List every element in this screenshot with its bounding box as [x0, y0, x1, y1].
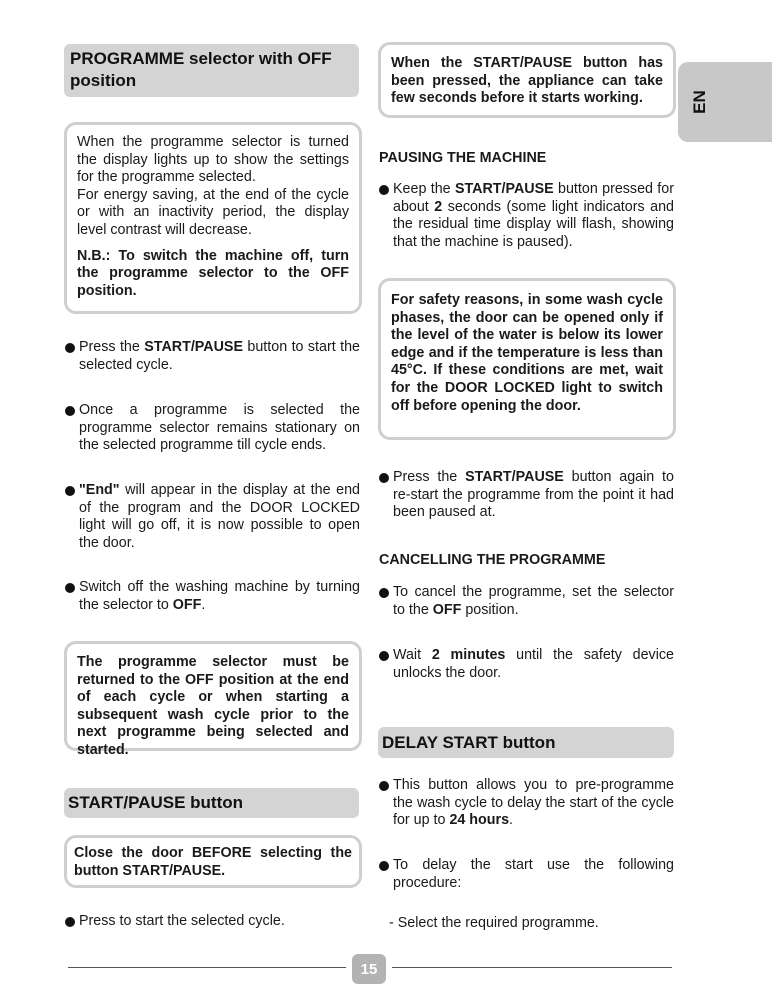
cancelling-title: CANCELLING THE PROGRAMME	[379, 552, 606, 568]
bullet-dot	[379, 651, 389, 661]
bullet-dot	[379, 861, 389, 871]
close-door-box	[64, 835, 362, 888]
bullet-text: Wait	[393, 647, 432, 663]
bullet-text: Press the	[79, 339, 145, 355]
bullet-text: button pressed for about	[393, 181, 674, 215]
bullet-text: position.	[461, 601, 519, 618]
bullet-end-display	[65, 482, 360, 552]
bullet-bold: OFF	[172, 596, 202, 613]
bullet-text: until the safety device unlocks the door.	[393, 647, 674, 681]
page-number: 15	[352, 954, 386, 984]
bullet-press-start	[65, 339, 360, 374]
bullet-dot	[65, 343, 75, 353]
bullet-text: .	[509, 812, 514, 829]
programme-selector-nb: N.B.: To switch the machine off, turn the programme selector to the OFF position.	[77, 247, 349, 299]
bullet-dot	[65, 917, 75, 927]
off-position-warning-text: The programme selector must be returned to the OFF position at the end of each cycle or when starting a subsequent wash cycle prior to the next programme being selected and started.	[77, 654, 349, 758]
bullet-text: Press to start the selected cycle.	[79, 913, 285, 929]
bullet-text: button to start the selected cycle.	[79, 339, 360, 373]
bullet-text: .	[201, 596, 206, 613]
delay-start-header	[378, 727, 674, 758]
bullet-delay-procedure	[379, 857, 674, 892]
pausing-title: PAUSING THE MACHINE	[379, 150, 547, 166]
bullet-text: Keep the	[393, 181, 455, 197]
bullet-bold: 2 minutes	[431, 647, 506, 663]
footer-rule-right	[392, 967, 672, 968]
bullet-dot	[65, 406, 75, 416]
bullet-text: will appear in the display at the end of the program and the DOOR LOCKED light will go off, it is now possible to open the door.	[79, 482, 360, 551]
bullet-bold: 2	[434, 198, 443, 215]
bullet-press-to-start	[65, 913, 360, 931]
delay-start-header-text: DELAY START button	[382, 733, 556, 752]
start-delay-note-box	[378, 42, 676, 118]
bullet-text: To cancel the programme, set the selector to the	[393, 584, 674, 618]
bullet-switch-off	[65, 579, 360, 614]
bullet-dot	[379, 781, 389, 791]
start-pause-header-text: START/PAUSE button	[68, 793, 244, 812]
bullet-dot	[65, 486, 75, 496]
bullet-dot	[379, 588, 389, 598]
bullet-delay-info	[379, 777, 674, 830]
bullet-wait	[379, 647, 674, 682]
bullet-bold: START/PAUSE	[465, 469, 564, 485]
bullet-text: seconds (some light indicators and the residual time display will flash, showing that the machine is paused).	[393, 198, 674, 250]
programme-selector-info-box	[64, 122, 362, 314]
programme-selector-header	[64, 44, 359, 97]
bullet-bold: 24 hours	[449, 812, 510, 829]
safety-note-text: For safety reasons, in some wash cycle phases, the door can be opened only if the level of the water is below its lower edge and if the temperature is less than 45°C. If these conditions are met, wait for the DOOR LOCKED light to switch off before opening the door.	[391, 292, 663, 414]
bullet-text: button again to re-start the programme from the point it had been paused at.	[393, 469, 674, 521]
off-position-warning-box	[64, 641, 362, 758]
programme-selector-text-1: When the programme selector is turned the display lights up to show the settings for the programme selected.	[77, 134, 349, 186]
programme-selector-header-text: PROGRAMME selector with OFF position	[70, 49, 332, 90]
bullet-text: Switch off the washing machine by turning the selector to	[79, 579, 360, 613]
bullet-bold: OFF	[432, 601, 462, 618]
bullet-bold: "End"	[79, 482, 120, 498]
bullet-bold: START/PAUSE	[144, 339, 243, 355]
bullet-text: To delay the start use the following procedure:	[393, 857, 674, 891]
bullet-cancel	[379, 584, 674, 619]
delay-step-select-programme: - Select the required programme.	[389, 915, 599, 931]
start-delay-note-text: When the START/PAUSE button has been pressed, the appliance can take few seconds before it starts working.	[391, 55, 663, 107]
bullet-selector-stationary	[65, 402, 360, 455]
bullet-dot	[379, 185, 389, 195]
language-tab-label: EN	[690, 90, 709, 114]
bullet-text: This button allows you to pre-programme the wash cycle to delay the start of the cycle for up to	[393, 777, 674, 829]
start-pause-header	[64, 788, 359, 818]
bullet-restart	[379, 469, 674, 522]
bullet-dot	[379, 473, 389, 483]
bullet-text: Once a programme is selected the programme selector remains stationary on the selected programme till cycle ends.	[79, 402, 360, 454]
footer-rule-left	[68, 967, 346, 968]
bullet-keep-pressed	[379, 181, 674, 251]
programme-selector-text-2: For energy saving, at the end of the cycle or with an inactivity period, the display level contrast will decrease.	[77, 186, 349, 238]
bullet-dot	[65, 583, 75, 593]
bullet-text: Press the	[393, 469, 466, 485]
safety-note-box	[378, 278, 676, 440]
bullet-bold: START/PAUSE	[454, 181, 554, 197]
close-door-text: Close the door BEFORE selecting the button START/PAUSE.	[74, 845, 352, 879]
